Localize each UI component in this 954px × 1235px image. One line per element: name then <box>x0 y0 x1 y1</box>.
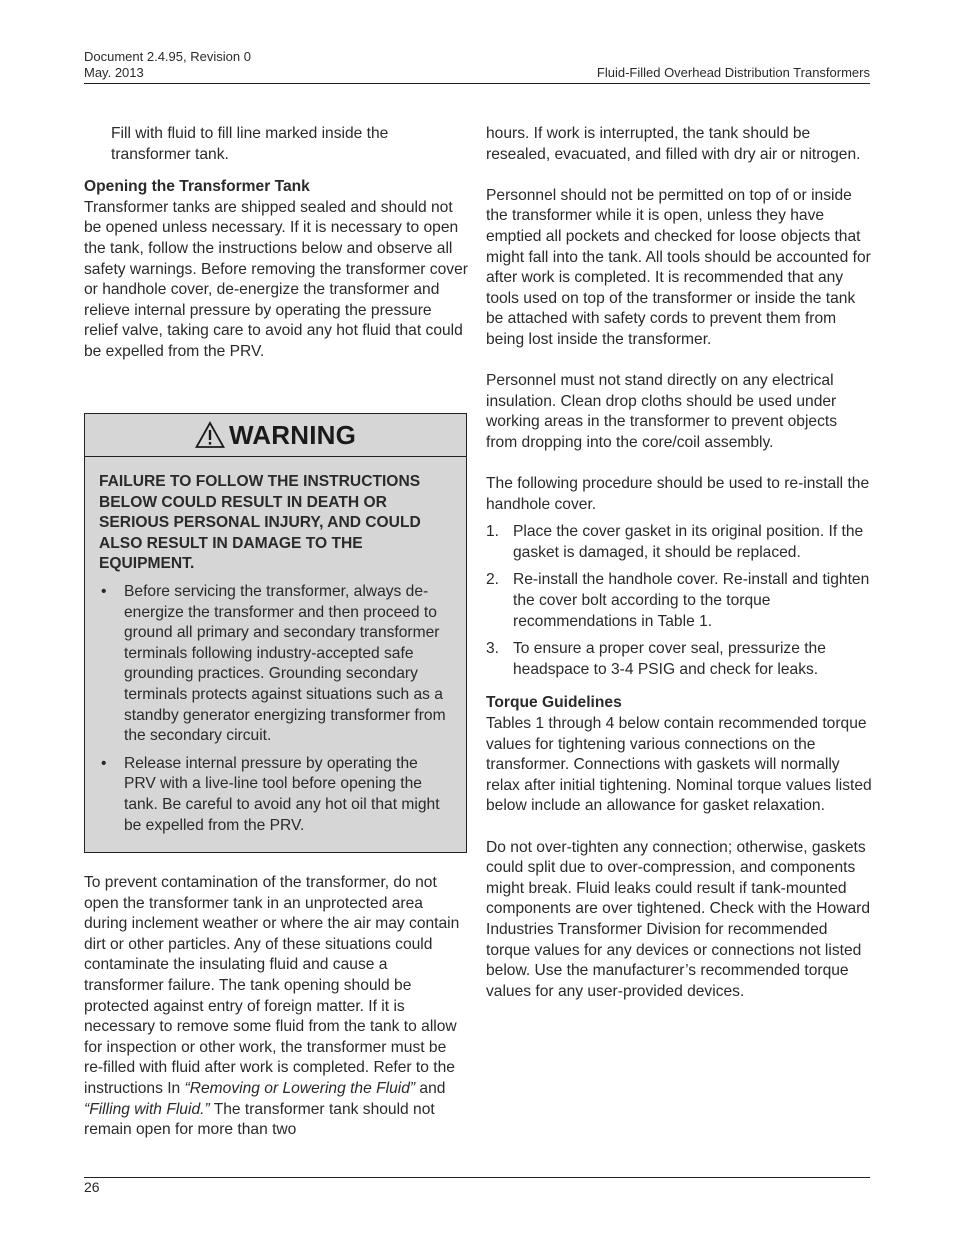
step-number: 3. <box>486 640 500 658</box>
step-text: Re-install the handhole cover. Re-install and tighten the cover bolt according to the torque recommendations in Table 1. <box>513 571 870 630</box>
opening-body: Transformer tanks are shipped sealed and should not be opened unless necessary. If it is necessary to open the tank, follow the instructions below and observe all safety warnings. Before removing the transformer cover or handhole cover, de-energize the transformer and relieve internal pressure by operating the pressure relief valve, taking care to avoid any hot fluid that could be expelled from the PRV. <box>84 198 468 360</box>
right-column <box>486 124 872 1002</box>
contamination-text-2: The transformer tank should not remain open for more than two <box>84 1100 435 1139</box>
warning-title: WARNING <box>228 419 357 450</box>
personnel-paragraph: Personnel should not be permitted on top of or inside the transformer while it is open, unless they have emptied all pockets and checked for loose objects that might fall into the tank. All tools should be accounted for after work is completed. It is recommended that any tools used on top of the transformer or inside the tank be attached with safety cords to prevent them from being lost inside the transformer. <box>486 186 871 348</box>
insulation-paragraph: Personnel must not stand directly on any electrical insulation. Clean drop cloths should be used under working areas in the transformer to prevent objects from dropping into the core/coil assembly. <box>486 372 838 451</box>
opening-heading: Opening the Transformer Tank <box>84 178 310 196</box>
left-column-bottom <box>84 873 468 1141</box>
bullet: • <box>101 754 107 772</box>
overtighten-paragraph: Do not over-tighten any connection; otherwise, gaskets could split due to over-compression, and components might break. Fluid leaks could result if tank-mounted components are over tightened. Check with the Howard Industries Transformer Division for recommended torque values for any devices or connections not listed below. Use the manufacturer’s recommended torque values for any user-provided devices. <box>486 838 870 1000</box>
procedure-intro: The following procedure should be used to re-install the handhole cover. <box>486 475 870 513</box>
page-number: 26 <box>84 1179 100 1195</box>
warning-lead: FAILURE TO FOLLOW THE INSTRUCTIONS BELOW COULD RESULT IN DEATH OR SERIOUS PERSONAL INJURY, AND COULD ALSO RESULT IN DAMAGE TO THE EQUIPMENT. <box>99 473 421 573</box>
torque-heading: Torque Guidelines <box>486 694 622 712</box>
running-title: Fluid-Filled Overhead Distribution Transformers <box>596 65 870 80</box>
step-text: Place the cover gasket in its original position. If the gasket is damaged, it should be replaced. <box>513 523 864 561</box>
warning-title-bar <box>85 414 466 457</box>
contamination-paragraph <box>84 873 468 1141</box>
document-date: May. 2013 <box>84 65 144 80</box>
warning-item-text: Before servicing the transformer, always de-energize the transformer and then proceed to ground all primary and secondary transformer terminals following industry-accepted safe grounding practices. Grounding secondary terminals protects against situations such as a standby generator energizing transformer from the secondary circuit. <box>124 582 446 745</box>
warning-box <box>84 413 467 853</box>
procedure-step <box>486 639 872 680</box>
fill-note: Fill with fluid to fill line marked inside the transformer tank. <box>111 125 389 163</box>
left-column-top <box>84 124 468 363</box>
step-number: 1. <box>486 523 500 541</box>
warning-item <box>99 582 452 747</box>
step-number: 2. <box>486 571 500 589</box>
contamination-and: and <box>415 1079 446 1097</box>
step-text: To ensure a proper cover seal, pressurize the headspace to 3-4 PSIG and check for leaks. <box>513 640 826 678</box>
footer-rule <box>84 1177 870 1178</box>
filling-fluid-reference: “Filling with Fluid.” <box>84 1100 210 1118</box>
warning-triangle-icon <box>195 421 225 449</box>
warning-item-text: Release internal pressure by operating the PRV with a live-line tool before opening the tank. Be careful to avoid any hot oil that might be expelled from the PRV. <box>124 754 440 834</box>
continuation-paragraph: hours. If work is interrupted, the tank should be resealed, evacuated, and filled with dry air or nitrogen. <box>486 125 861 163</box>
procedure-steps <box>486 522 872 680</box>
warning-body <box>85 457 466 836</box>
removing-fluid-reference: “Removing or Lowering the Fluid” <box>184 1079 416 1097</box>
warning-item <box>99 754 452 836</box>
document-number: Document 2.4.95, Revision 0 <box>84 49 251 64</box>
bullet: • <box>101 582 107 600</box>
warning-list <box>99 582 452 836</box>
document-info <box>84 49 251 81</box>
procedure-step <box>486 522 872 563</box>
procedure-step <box>486 570 872 632</box>
contamination-text-1: To prevent contamination of the transformer, do not open the transformer tank in an unprotected area during inclement weather or where the air may contain dirt or other particles. Any of these situations could contaminate the insulating fluid and cause a transformer failure. The tank opening should be protected against entry of foreign matter. If it is necessary to remove some fluid from the tank to allow for inspection or other work, the transformer must be re-filled with fluid after work is completed. Refer to the instructions In <box>84 874 460 1097</box>
header-rule <box>84 83 870 84</box>
torque-paragraph: Tables 1 through 4 below contain recommended torque values for tightening various connections on the transformer. Connections with gaskets will normally relax after initial tightening. Nominal torque values listed below include an allowance for gasket relaxation. <box>486 715 872 815</box>
